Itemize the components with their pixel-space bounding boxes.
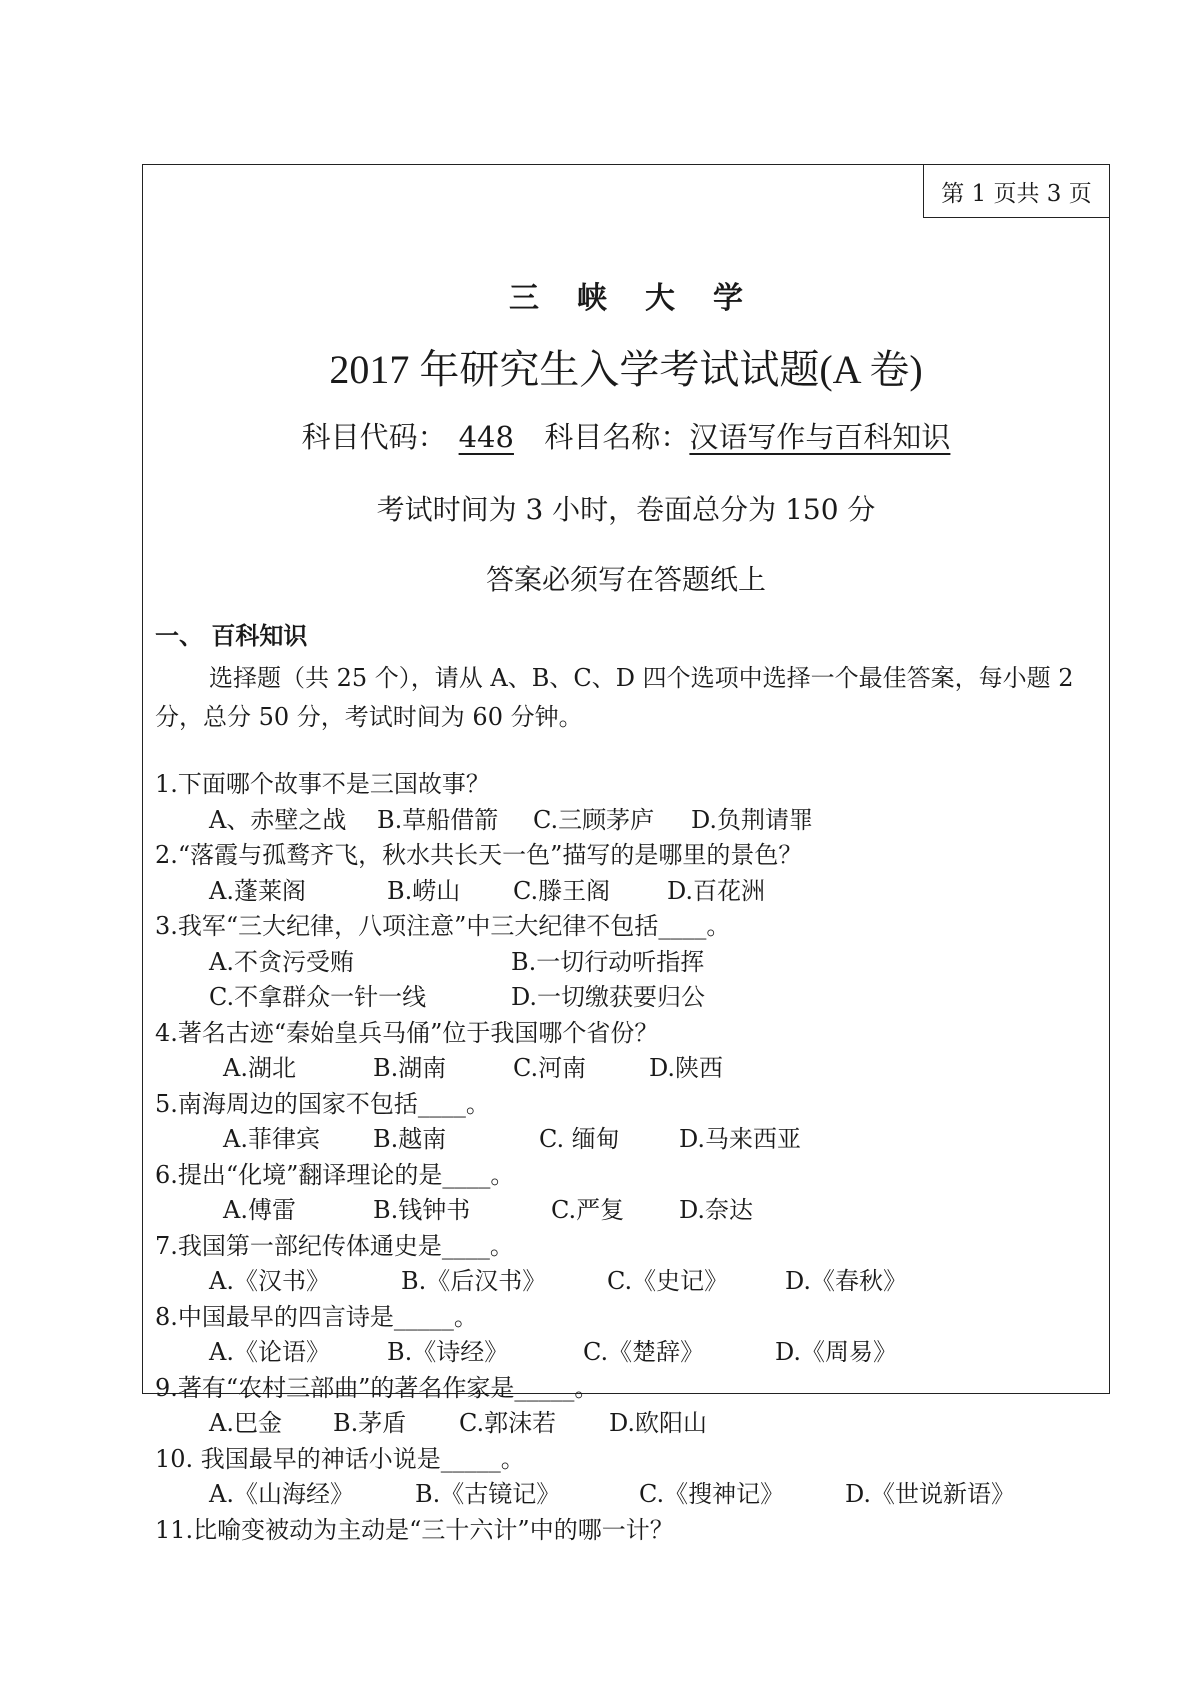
option-b: B.《古镜记》 <box>415 1480 561 1508</box>
option-c: C. 缅甸 <box>539 1125 620 1153</box>
option-b: B.草船借箭 <box>377 805 499 834</box>
options-5 <box>155 1122 1105 1158</box>
option-d: D.欧阳山 <box>609 1409 708 1437</box>
options-3a <box>155 945 1105 981</box>
options-7 <box>155 1264 1105 1300</box>
option-d: D.百花洲 <box>667 876 766 905</box>
option-b: B.《后汉书》 <box>401 1267 547 1295</box>
options-6 <box>155 1193 1105 1229</box>
option-d: D.马来西亚 <box>679 1125 802 1153</box>
option-b: B.越南 <box>373 1125 447 1153</box>
answer-note: 答案必须写在答题纸上 <box>485 563 766 596</box>
option-a: A.《论语》 <box>209 1338 330 1366</box>
option-a: A.《山海经》 <box>209 1480 354 1508</box>
options-9 <box>155 1406 1105 1442</box>
question-5: 5.南海周边的国家不包括____。 <box>155 1089 490 1118</box>
option-a: A.傅雷 <box>223 1196 296 1224</box>
option-b: B.《诗经》 <box>387 1338 509 1366</box>
option-d: D.《世说新语》 <box>845 1480 1016 1508</box>
options-2 <box>155 874 1105 910</box>
option-d: D.奈达 <box>679 1196 754 1224</box>
option-c: C.不拿群众一针一线 <box>209 983 427 1011</box>
subject-code-label: 科目代码： <box>301 420 447 454</box>
option-a: A、赤壁之战 <box>209 805 347 834</box>
question-7: 7.我国第一部纪传体通史是____。 <box>155 1231 514 1260</box>
option-a: A.不贪污受贿 <box>209 947 354 976</box>
question-11: 11.比喻变被动为主动是“三十六计”中的哪一计？ <box>155 1515 674 1544</box>
section-heading: 一、 百科知识 <box>155 622 308 650</box>
option-b: B.钱钟书 <box>373 1196 471 1224</box>
option-d: D.《春秋》 <box>785 1267 908 1295</box>
page-indicator: 第 1 页共 3 页 <box>923 164 1110 218</box>
option-b: B.湖南 <box>373 1054 447 1082</box>
option-c: C.《楚辞》 <box>583 1338 705 1366</box>
question-4: 4.著名古迹“秦始皇兵马俑”位于我国哪个省份？ <box>155 1018 659 1047</box>
option-c: C.三顾茅庐 <box>533 805 655 834</box>
options-3b <box>155 980 1105 1016</box>
options-10 <box>155 1477 1105 1513</box>
option-d: D.一切缴获要归公 <box>511 983 706 1011</box>
option-a: A.蓬莱阁 <box>209 876 306 905</box>
exam-body <box>155 619 1105 1548</box>
subject-code: 448 <box>458 420 514 454</box>
question-3: 3.我军“三大纪律，八项注意”中三大纪律不包括____。 <box>155 912 731 940</box>
option-b: B.茅盾 <box>333 1409 407 1437</box>
option-d: D.负荆请罪 <box>691 805 814 834</box>
option-a: A.巴金 <box>209 1409 282 1437</box>
option-a: A.菲律宾 <box>223 1125 320 1153</box>
option-d: D.陕西 <box>649 1054 724 1082</box>
exam-frame <box>142 164 1110 1544</box>
question-2: 2.“落霞与孤鹜齐飞，秋水共长天一色”描写的是哪里的景色？ <box>155 841 803 869</box>
option-c: C.《搜神记》 <box>639 1480 785 1508</box>
question-6: 6.提出“化境”翻译理论的是____。 <box>155 1160 515 1189</box>
option-c: C.河南 <box>513 1054 587 1082</box>
subject-name-label: 科目名称： <box>544 420 690 454</box>
section-intro: 选择题（共 25 个），请从 A、B、C、D 四个选项中选择一个最佳答案，每小题 2 分，总分 50 分，考试时间为 60 分钟。 <box>155 664 1074 731</box>
subject-name: 汉语写作与百科知识 <box>689 420 951 454</box>
exam-title: 2017 年研究生入学考试试题(A 卷) <box>329 347 923 392</box>
option-b: B.崂山 <box>387 876 461 905</box>
subject-line <box>143 415 1109 456</box>
spacer <box>155 737 1105 767</box>
options-1 <box>155 803 1105 839</box>
question-8: 8.中国最早的四言诗是_____。 <box>155 1302 478 1331</box>
options-4 <box>155 1051 1105 1087</box>
university-name: 三峡大学 <box>509 281 781 316</box>
option-a: A.《汉书》 <box>209 1267 330 1295</box>
option-d: D.《周易》 <box>775 1338 898 1366</box>
question-10: 10. 我国最早的神话小说是_____。 <box>155 1444 525 1473</box>
option-c: C.滕王阁 <box>513 876 611 905</box>
option-b: B.一切行动听指挥 <box>511 947 705 976</box>
question-9: 9.著有“农村三部曲”的著名作家是_____。 <box>155 1373 599 1402</box>
option-c: C.郭沫若 <box>459 1409 557 1437</box>
exam-time: 考试时间为 3 小时，卷面总分为 150 分 <box>376 493 876 526</box>
option-c: C.《史记》 <box>607 1267 729 1295</box>
options-8 <box>155 1335 1105 1371</box>
option-a: A.湖北 <box>223 1054 296 1082</box>
option-c: C.严复 <box>551 1196 625 1224</box>
question-1: 1.下面哪个故事不是三国故事？ <box>155 770 490 798</box>
